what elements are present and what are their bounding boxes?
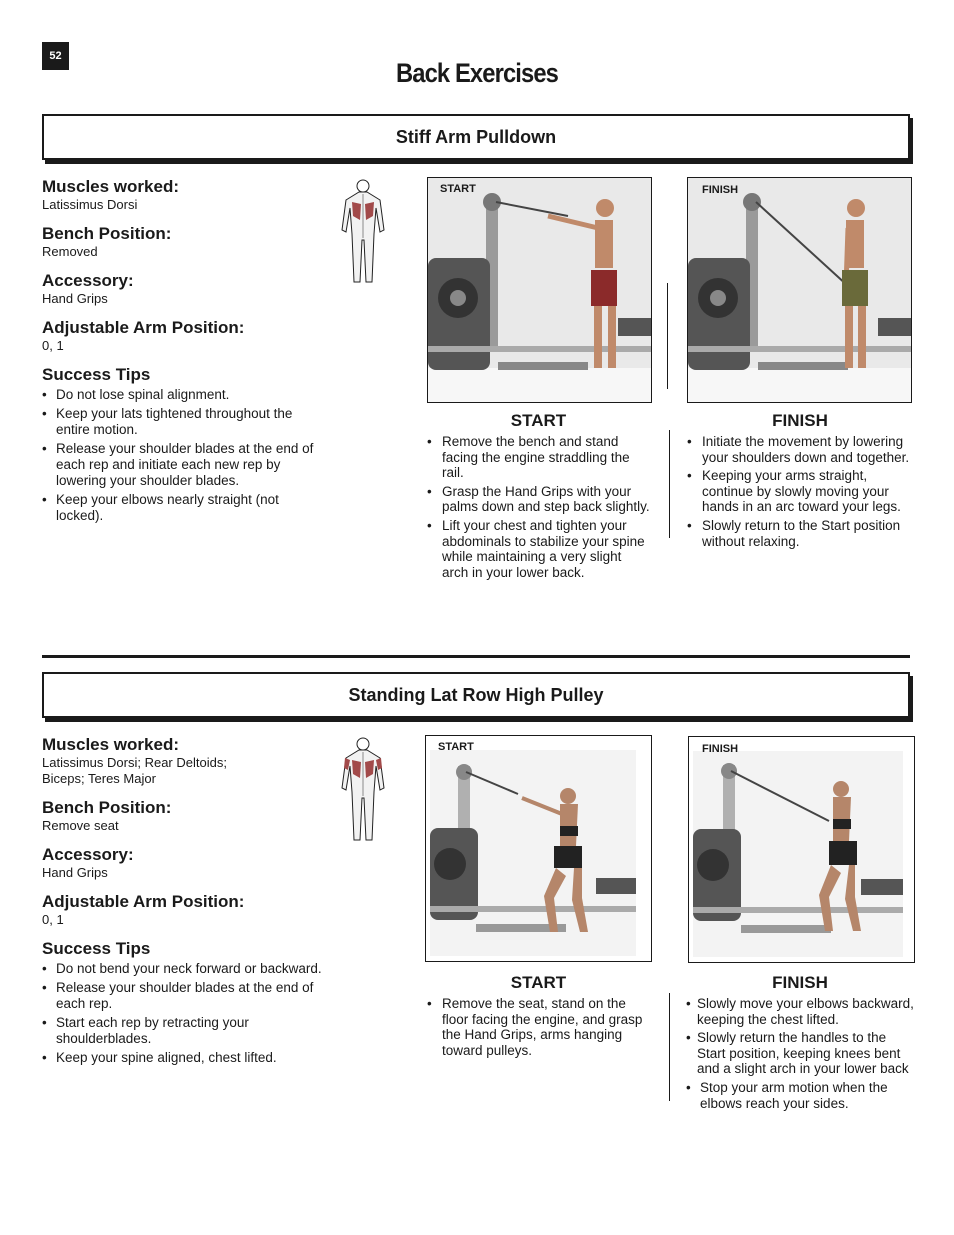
step-item: • Keeping your arms straight, continue by slowly moving your hands in an arc toward your legs. [687,468,913,515]
tip-item: • Keep your elbows nearly straight (not locked). [42,492,322,524]
muscles-heading: Muscles worked: [42,735,179,754]
success-tips-heading: Success Tips [42,365,151,384]
step-item: • Remove the bench and stand facing the engine straddling the rail. [427,434,650,481]
column-divider [669,993,670,1101]
success-tips-heading: Success Tips [42,939,151,958]
muscles-value: Latissimus Dorsi [42,197,138,212]
muscles-heading: Muscles worked: [42,177,179,196]
tip-item: • Start each rep by retracting your shoulderblades. [42,1015,322,1047]
machine-illustration [426,736,651,961]
photo-label: START [438,741,474,753]
bench-heading: Bench Position: [42,798,172,817]
photo-label: FINISH [702,184,739,196]
muscle-diagram-icon [336,178,390,286]
arm-position-value: 0, 1 [42,912,64,927]
start-heading: START [510,411,567,430]
accessory-value: Hand Grips [42,865,108,880]
start-column [427,411,650,583]
exercise-photo-start [427,177,652,403]
exercise-info-panel [42,177,322,527]
machine-illustration [689,737,914,962]
step-item: • Remove the seat, stand on the floor facing the engine, and grasp the Hand Grips, arms hanging toward pulleys. [427,996,650,1058]
exercise-photo-finish [687,177,912,403]
exercise-title: Stiff Arm Pulldown [395,126,557,147]
step-item: • Slowly return to the Start position without relaxing. [687,518,913,549]
tip-item: • Do not lose spinal alignment. [42,387,322,403]
exercise-photo-start [425,735,652,962]
step-item: • Slowly move your elbows backward, keeping the chest lifted. [686,996,914,1027]
step-item: • Lift your chest and tighten your abdominals to stabilize your spine while maintaining a very slight arch in your lower back. [427,518,650,580]
success-tips-list [42,387,322,524]
finish-heading: FINISH [772,411,828,430]
start-column [427,973,650,1061]
machine-illustration [428,178,651,402]
accessory-heading: Accessory: [42,845,134,864]
step-item: • Grasp the Hand Grips with your palms down and step back slightly. [427,484,650,515]
finish-steps-list [686,996,914,1111]
arm-position-heading: Adjustable Arm Position: [42,892,245,911]
step-item: • Slowly return the handles to the Start position, keeping knees bent and a slight arch in your lower back [686,1030,914,1077]
section-divider [42,655,910,658]
finish-heading: FINISH [772,973,828,992]
finish-column [687,411,913,552]
column-divider [667,283,668,389]
bench-heading: Bench Position: [42,224,172,243]
start-steps-list [427,434,650,580]
exercise-info-panel [42,735,322,1069]
finish-column [686,973,914,1114]
start-steps-list [427,996,650,1058]
muscles-value: Latissimus Dorsi; Rear Deltoids; Biceps; Teres Major [42,755,227,786]
finish-steps-list [687,434,913,549]
arm-position-heading: Adjustable Arm Position: [42,318,245,337]
tip-item: • Keep your spine aligned, chest lifted. [42,1050,322,1066]
photo-label: START [440,183,476,195]
accessory-value: Hand Grips [42,291,108,306]
success-tips-list [42,961,322,1066]
exercise-title-banner [42,672,910,718]
photo-label: FINISH [702,743,739,755]
tip-item: • Do not bend your neck forward or backward. [42,961,322,977]
step-item: • Stop your arm motion when the elbows reach your sides. [686,1080,914,1111]
exercise-title: Standing Lat Row High Pulley [348,684,604,705]
arm-position-value: 0, 1 [42,338,64,353]
exercise-photo-finish [688,736,915,963]
page-number: 52 [42,42,69,70]
exercise-title-banner [42,114,910,160]
bench-value: Removed [42,244,98,259]
accessory-heading: Accessory: [42,271,134,290]
machine-illustration [688,178,911,402]
start-heading: START [510,973,567,992]
page-title: Back Exercises [395,58,559,88]
tip-item: • Keep your lats tightened throughout the entire motion. [42,406,322,438]
column-divider [669,430,670,538]
bench-value: Remove seat [42,818,119,833]
tip-item: • Release your shoulder blades at the end of each rep. [42,980,322,1012]
step-item: • Initiate the movement by lowering your shoulders down and together. [687,434,913,465]
muscle-diagram-icon [336,736,390,844]
tip-item: • Release your shoulder blades at the end of each rep and initiate each new rep by lowering your shoulder blades. [42,441,322,489]
